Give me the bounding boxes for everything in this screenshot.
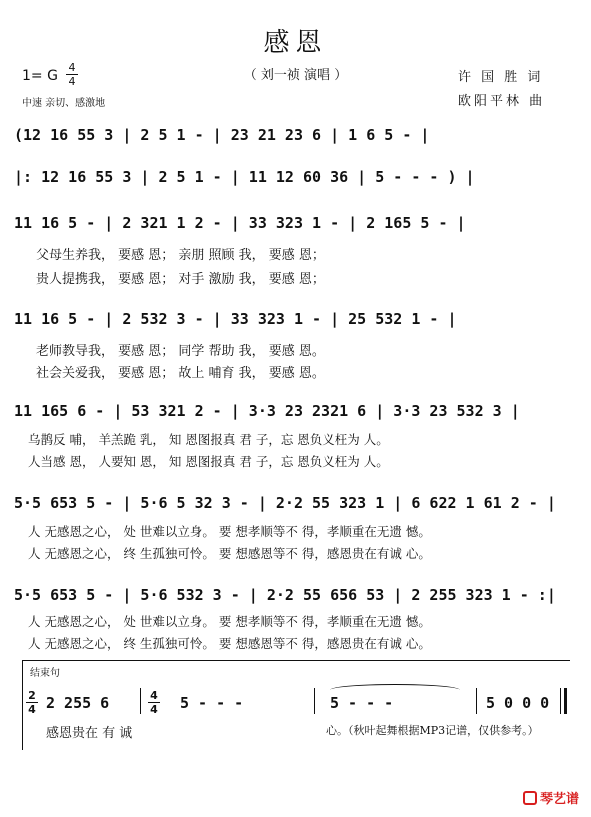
lyric-row-5-verse-1: 乌鹊反 哺， 羊羔跪 乳， 知 恩图报真 君 子，忘 恩负义枉为 人。 [28,432,389,447]
singer-credit: （ 刘一祯 演唱 ） [243,68,348,83]
score-row-4: 11 16 5 - | 2 532 3 - | 33 323 1 - | 25 532 1 - | [14,310,457,328]
ending-music-c: 5 - - - [330,694,394,712]
logo-text: 琴艺谱 [539,792,579,807]
score-row-1: (12 16 55 3 | 2 5 1 - | 23 21 23 6 | 1 6 5 - | [14,126,430,144]
ending-meter-1 [26,690,38,715]
ending-lyric-b: 心。（秋叶起舞根据MP3记谱，仅供参考。） [326,724,539,737]
lyricist-credit: 许 国 胜 词 [458,70,544,85]
lyric-row-3-verse-1: 父母生养我， 要感 恩； 亲朋 照顾 我， 要感 恩； [36,248,325,263]
lyric-row-4-verse-2: 社会关爱我， 要感 恩； 故上 哺育 我， 要感 恩。 [36,366,325,381]
meter-top: 4 [68,61,76,74]
lyric-row-6-verse-1: 人 无感恩之心， 处 世难以立身。 要 想孝顺等不 得，孝顺重在无遗 憾。 [28,524,431,539]
lyric-row-5-verse-2: 人当感 恩， 人要知 恩， 知 恩图报真 君 子，忘 恩负义枉为 人。 [28,454,389,469]
ending-final-barline-thick [564,688,567,714]
lyric-row-7-verse-2: 人 无感恩之心， 终 生孤独可怜。 要 想感恩等不 得，感恩贵在有诚 心。 [28,636,431,651]
ending-final-barline-thin [560,688,561,714]
lyric-row-4-verse-1: 老师教导我， 要感 恩； 同学 帮助 我， 要感 恩。 [36,344,325,359]
ending-meter-2 [148,690,160,715]
ending-barline-3 [476,688,477,714]
song-title: 感恩 [263,28,328,58]
meter-bottom: 4 [68,75,76,88]
ending-lyric-a: 感恩贵在 有 诚 [46,726,133,741]
lyric-row-3-verse-2: 贵人提携我， 要感 恩； 对手 激励 我， 要感 恩； [36,272,325,287]
score-row-2: |: 12 16 55 3 | 2 5 1 - | 11 12 60 36 | 5 - - - ) | [14,168,475,186]
score-row-6: 5·5 653 5 - | 5·6 5 32 3 - | 2·2 55 323 1 | 6 622 1 61 2 - | [14,494,556,512]
ending-meter-2-top: 4 [150,689,158,702]
lyric-row-6-verse-2: 人 无感恩之心， 终 生孤独可怜。 要 想感恩等不 得，感恩贵在有诚 心。 [28,546,431,561]
score-row-3: 11 16 5 - | 2 321 1 2 - | 33 323 1 - | 2 165 5 - | [14,214,466,232]
ending-meter-1-top: 2 [28,689,36,702]
score-row-7: 5·5 653 5 - | 5·6 532 3 - | 2·2 55 656 53 | 2 255 323 1 - :| [14,586,556,604]
key-signature: 1= G [22,68,58,84]
ending-music-a: 2 255 6 [46,694,110,712]
score-row-5: 11 165 6 - | 53 321 2 - | 3·3 23 2321 6 | 3·3 23 532 3 | [14,402,520,420]
piano-logo-icon [523,791,537,805]
time-signature [66,62,78,87]
ending-meter-1-bottom: 4 [28,703,36,716]
ending-music-d: 5 0 0 0 [486,694,550,712]
ending-label: 结束句 [30,668,60,679]
tempo-marking: 中速 亲切、感激地 [22,98,106,109]
ending-music-b: 5 - - - [180,694,244,712]
ending-barline-2 [314,688,315,714]
site-logo [523,788,579,807]
ending-barline [140,688,141,714]
composer-credit: 欧阳平林 曲 [458,94,546,109]
lyric-row-7-verse-1: 人 无感恩之心， 处 世难以立身。 要 想孝顺等不 得，孝顺重在无遗 憾。 [28,614,431,629]
ending-meter-2-bottom: 4 [150,703,158,716]
